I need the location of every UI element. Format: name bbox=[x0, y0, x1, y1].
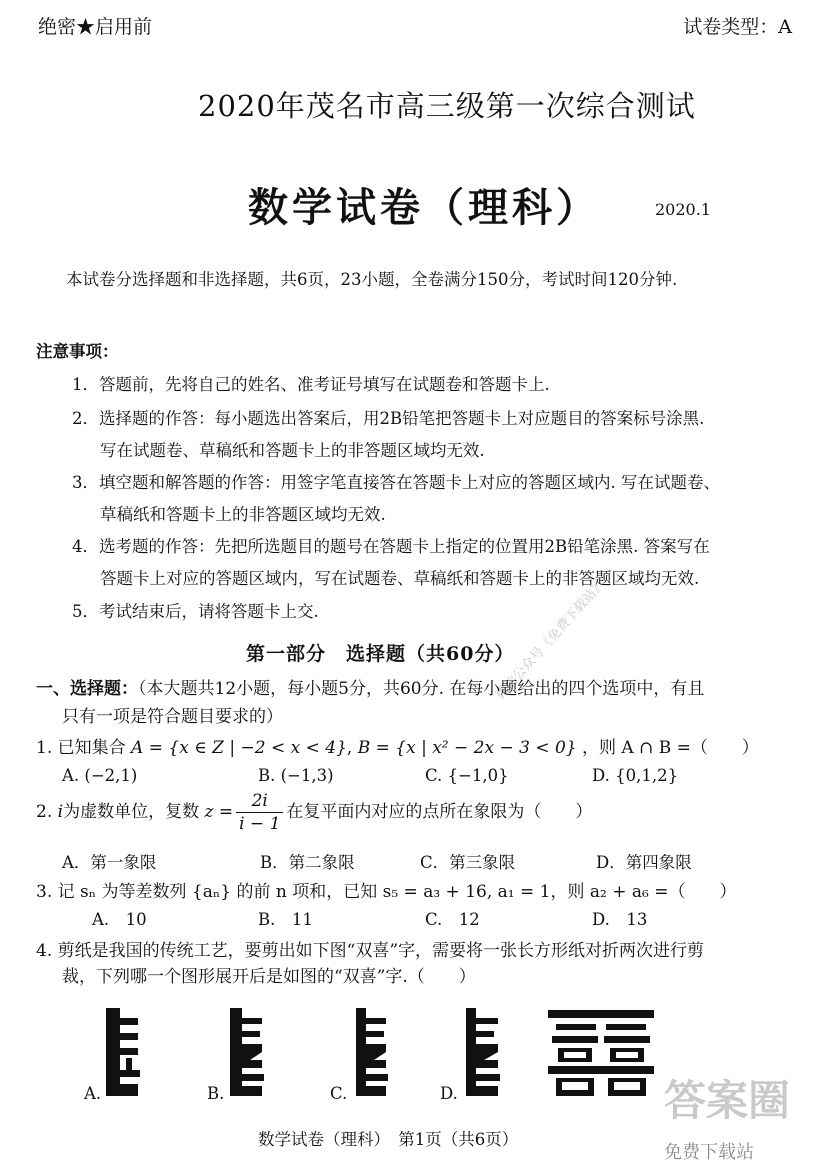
q2-option-c: C．第三象限 bbox=[420, 853, 516, 872]
q2-denominator: i − 1 bbox=[239, 814, 281, 834]
q3-option-a: A. 10 bbox=[92, 910, 147, 929]
option-label: B. bbox=[258, 766, 276, 785]
q1-pre: 已知集合 bbox=[57, 738, 126, 758]
part-heading: 第一部分 选择题（共60分） bbox=[246, 643, 515, 665]
option-label: C. bbox=[425, 766, 443, 785]
option-label: D. bbox=[592, 766, 610, 785]
q1-option-c bbox=[425, 766, 509, 785]
q2-option-d: D．第四象限 bbox=[596, 853, 692, 872]
paper-subtitle: 数学试卷（理科） bbox=[248, 184, 600, 231]
notice-line: 5．考试结束后，请将答题卡上交. bbox=[72, 602, 319, 621]
q1-set-a: A = {x ∈ Z | −2 < x < 4} bbox=[131, 738, 347, 758]
q2-lhs: z = bbox=[204, 802, 234, 822]
q1-option-d bbox=[592, 766, 678, 785]
question-4-line2: 裁，下列哪一个图形展开后是如图的“双喜”字.（ ） bbox=[62, 967, 476, 987]
exam-title: 2020年茂名市高三级第一次综合测试 bbox=[198, 89, 696, 123]
intro-text: 本试卷分选择题和非选择题，共6页，23小题，全卷满分150分，考试时间120分钟. bbox=[66, 270, 678, 289]
section-label: 一、选择题： bbox=[36, 679, 138, 699]
q3-option-b: B. 11 bbox=[258, 910, 313, 929]
page-footer: 数学试卷（理科） 第1页（共6页） bbox=[258, 1130, 519, 1149]
q3-option-c: C. 12 bbox=[425, 910, 480, 929]
question-1: 1. 已知集合 A = {x ∈ Z | −2 < x < 4}, B = {x | x² − 2x − 3 < 0} ，则 A ∩ B =（ ） bbox=[36, 738, 759, 758]
paper-cut-figure-a bbox=[100, 1008, 142, 1096]
q1-option-b bbox=[258, 766, 334, 785]
question-3 bbox=[36, 877, 736, 902]
option-value: {−1,0} bbox=[447, 766, 509, 785]
paper-type: 试卷类型：A bbox=[683, 16, 792, 38]
notice-line: 1．答题前，先将自己的姓名、准考证号填写在试题卷和答题卡上. bbox=[72, 375, 550, 394]
section-heading bbox=[36, 674, 704, 699]
q2-number: 2. bbox=[36, 802, 53, 822]
option-value: {0,1,2} bbox=[615, 766, 679, 785]
paper-cut-figure-b bbox=[224, 1008, 266, 1096]
paper-cut-figure-c bbox=[350, 1008, 392, 1096]
section-desc-cont: 只有一项是符合题目要求的） bbox=[62, 707, 283, 727]
q2-post: 在复平面内对应的点所在象限为（ ） bbox=[286, 802, 593, 822]
q2-var: i bbox=[57, 802, 64, 822]
double-happiness-figure bbox=[548, 1010, 654, 1096]
q2-pre: 为虚数单位，复数 bbox=[63, 802, 200, 822]
watermark-logo: 答案圈 bbox=[664, 1076, 791, 1125]
q3-text: 记 sₙ 为等差数列 {aₙ} 的前 n 项和，已知 s₅ = a₃ + 16, a₁ = 1，则 a₂ + a₆ =（ ） bbox=[57, 882, 737, 902]
figure-label-a: A. bbox=[84, 1084, 102, 1103]
figure-label-c: C. bbox=[330, 1084, 348, 1103]
q2-option-a: A．第一象限 bbox=[62, 853, 157, 872]
figure-label-d: D. bbox=[440, 1084, 458, 1103]
exam-date: 2020.1 bbox=[655, 200, 711, 219]
option-value: (−2,1) bbox=[84, 766, 138, 785]
q2-numerator: 2i bbox=[236, 790, 283, 813]
notice-line: 4．选考题的作答：先把所选题目的题号在答题卡上指定的位置用2B铅笔涂黑. 答案写在 bbox=[72, 537, 710, 556]
q3-option-d: D. 13 bbox=[592, 910, 648, 929]
q2-fraction bbox=[236, 790, 283, 835]
confidential-mark: 绝密★启用前 bbox=[38, 16, 153, 38]
q1-post: ，则 A ∩ B =（ ） bbox=[582, 738, 759, 758]
question-4-line1: 4. 剪纸是我国的传统工艺，要剪出如下图“双喜”字，需要将一张长方形纸对折两次进行剪 bbox=[36, 941, 705, 961]
notice-heading: 注意事项： bbox=[36, 342, 119, 361]
section-desc: （本大题共12小题，每小题5分，共60分. 在每小题给出的四个选项中，有且 bbox=[138, 679, 705, 699]
q3-number: 3. bbox=[36, 882, 53, 902]
q1-number: 1. bbox=[36, 738, 53, 758]
notice-line: 写在试题卷、草稿纸和答题卡上的非答题区域均无效. bbox=[100, 441, 485, 460]
notice-line: 草稿纸和答题卡上的非答题区域均无效. bbox=[100, 505, 386, 524]
option-value: (−1,3) bbox=[280, 766, 334, 785]
q1-option-a bbox=[62, 766, 137, 785]
q1-set-b: B = {x | x² − 2x − 3 < 0} bbox=[357, 738, 577, 758]
notice-line: 3．填空题和解答题的作答：用签字笔直接答在答题卡上对应的答题区域内. 写在试题卷、 bbox=[72, 473, 720, 492]
option-label: A. bbox=[62, 766, 80, 785]
question-2 bbox=[36, 790, 592, 835]
notice-line: 2．选择题的作答：每小题选出答案后，用2B铅笔把答题卡上对应题目的答案标号涂黑. bbox=[72, 409, 705, 428]
watermark-text: 微信公众号《免费下载站》 bbox=[492, 576, 609, 703]
q2-option-b: B．第二象限 bbox=[260, 853, 355, 872]
paper-cut-figure-d bbox=[462, 1008, 504, 1096]
watermark-corner: 免费下载站 bbox=[664, 1142, 754, 1163]
figure-label-b: B. bbox=[207, 1084, 225, 1103]
notice-line: 答题卡上对应的答题区域内，写在试题卷、草稿纸和答题卡上的非答题区域均无效. bbox=[100, 569, 700, 588]
